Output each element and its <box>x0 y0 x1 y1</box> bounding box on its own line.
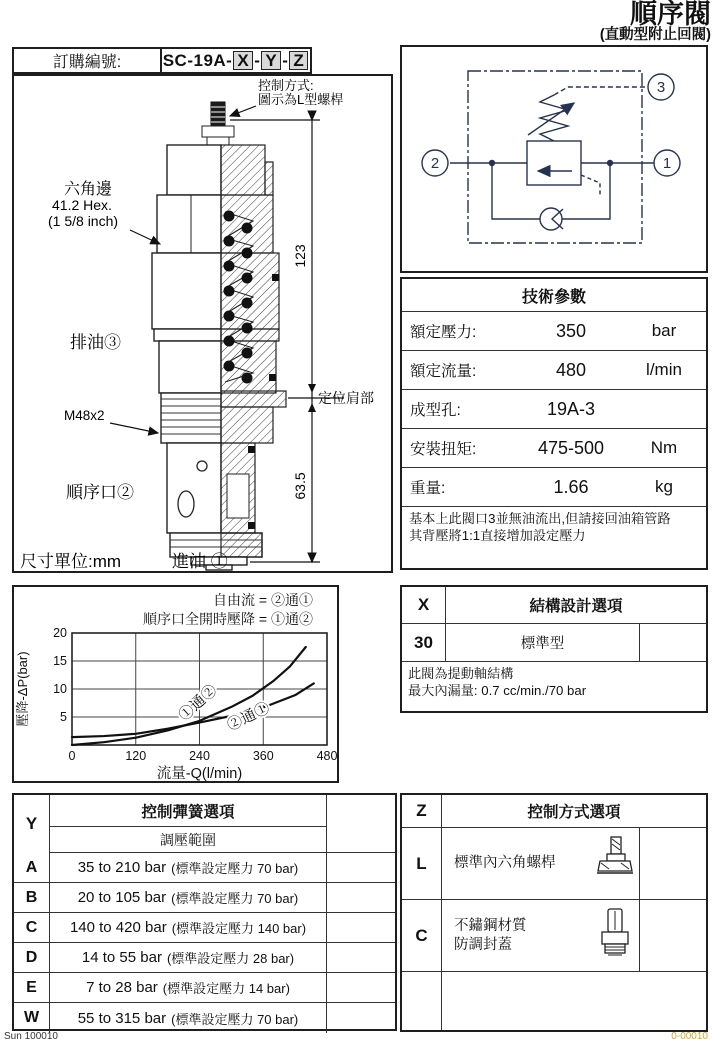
svg-text:15: 15 <box>53 654 67 668</box>
y-row-code: B <box>14 883 50 913</box>
table-row <box>402 468 706 507</box>
y-row-range: 7 to 28 bar <box>86 979 158 996</box>
circuit-symbol <box>402 47 706 271</box>
z-table-title: 控制方式選項 <box>442 795 706 828</box>
tech-value: 475-500 <box>537 437 605 458</box>
y-table-corner-cell <box>326 795 395 853</box>
control-note-line2: 圖示為L型螺桿 <box>258 92 344 107</box>
z-bottom-empty-letter-cell <box>402 972 442 1030</box>
adjust-screw-graphic <box>202 102 234 145</box>
y-row-std: (標準設定壓力 28 bar) <box>166 951 295 966</box>
x-row-code: 30 <box>402 624 446 662</box>
y-table-title: 控制彈簧選項 <box>50 795 326 827</box>
z-table-letter: Z <box>402 795 442 828</box>
y-row-empty-cell <box>326 973 395 1003</box>
x-table-title: 結構設計選項 <box>446 587 706 624</box>
svg-text:20: 20 <box>53 627 67 640</box>
control-note-line1: 控制方式: <box>258 78 314 93</box>
tech-unit: bar <box>651 321 677 340</box>
valve-cross-section-drawing <box>14 76 391 571</box>
page-title: 順序閥 <box>630 0 711 29</box>
svg-text:5: 5 <box>60 710 67 724</box>
x-note-line2: 最大內漏量: 0.7 cc/min./70 bar <box>408 683 587 699</box>
port3-label: 排油③ <box>70 333 121 352</box>
x-table-letter: X <box>402 587 446 624</box>
shoulder-label: 定位肩部 <box>318 390 374 406</box>
socket-screw-icon <box>595 835 635 892</box>
table-row <box>50 913 326 943</box>
table-row <box>50 883 326 913</box>
order-option-x: X <box>233 51 253 71</box>
svg-text:①通②: ①通② <box>175 681 221 725</box>
hex-label-line1: 六角邊 <box>64 181 113 198</box>
z-options-table <box>400 793 708 1032</box>
y-row-code: C <box>14 913 50 943</box>
order-code <box>162 49 310 72</box>
page-subtitle: (直動型附止回閥) <box>599 27 711 44</box>
z-row-empty-cell <box>640 828 706 900</box>
x-note-line1: 此閥為提動軸結構 <box>408 666 514 681</box>
y-row-std: (標準設定壓力 70 bar) <box>171 891 299 906</box>
chart-legend-line2: 順序口全開時壓降 = ①通② <box>143 610 313 627</box>
circuit-port-2: 2 <box>430 155 440 172</box>
y-row-empty-cell <box>326 943 395 973</box>
z-row2-desc-line1: 不鏽鋼材質 <box>454 918 527 935</box>
order-number-box <box>12 47 312 74</box>
tech-label: 安裝扭矩: <box>410 441 477 458</box>
hex-label-line2: 41.2 Hex. <box>52 197 112 213</box>
valve-drawing-box <box>12 74 393 573</box>
tech-label: 額定流量: <box>410 363 477 380</box>
tech-value: 480 <box>555 359 587 380</box>
hex-label-line3: (1 5/8 inch) <box>48 213 119 229</box>
y-row-empty-cell <box>326 883 395 913</box>
y-row-code: E <box>14 973 50 1003</box>
x-row-desc: 標準型 <box>446 624 640 662</box>
order-code-prefix: SC-19A- <box>162 50 233 70</box>
tech-note <box>402 507 706 547</box>
tech-value: 19A-3 <box>546 398 596 419</box>
table-row <box>50 943 326 973</box>
port2-label: 順序口② <box>66 483 134 502</box>
order-option-y: Y <box>261 51 281 71</box>
order-sep-1: - <box>254 50 261 70</box>
tech-unit: Nm <box>650 438 678 457</box>
z-row1-desc: 標準內六角螺桿 <box>454 855 556 872</box>
svg-text:240: 240 <box>189 749 210 763</box>
tech-value: 1.66 <box>553 476 589 497</box>
dim-123: 123 <box>292 244 308 268</box>
tech-unit: l/min <box>646 360 682 379</box>
z-row-code: L <box>402 828 442 900</box>
footer-code-right: 0-00010 <box>671 1031 708 1039</box>
order-number-label: 訂購編號: <box>14 49 162 72</box>
dim-63-5: 63.5 <box>292 472 308 500</box>
table-row <box>442 900 640 972</box>
y-table-letter: Y <box>14 795 50 853</box>
y-row-std: (標準設定壓力 70 bar) <box>171 861 299 876</box>
circuit-diagram-box <box>400 45 708 273</box>
z-bottom-empty-cell <box>442 972 706 1030</box>
tech-params-table <box>400 277 708 570</box>
table-row <box>50 1003 326 1033</box>
z-row2-desc <box>454 917 587 953</box>
performance-chart-box <box>12 585 339 783</box>
y-table-subtitle: 調壓範圍 <box>50 827 326 853</box>
flow-pressure-chart <box>14 627 337 783</box>
order-sep-2: - <box>282 50 289 70</box>
y-row-empty-cell <box>326 1003 395 1033</box>
footer-code-left: Sun 100010 <box>4 1031 58 1039</box>
tech-value: 350 <box>555 320 587 341</box>
y-options-table <box>12 793 397 1031</box>
table-row <box>402 312 706 351</box>
z-row-empty-cell <box>640 900 706 972</box>
y-row-empty-cell <box>326 853 395 883</box>
table-row <box>50 853 326 883</box>
svg-text:壓降-ΔP(bar): 壓降-ΔP(bar) <box>15 651 30 727</box>
y-row-range: 20 to 105 bar <box>77 889 167 906</box>
chart-legend <box>143 591 313 629</box>
y-row-range: 35 to 210 bar <box>77 859 167 876</box>
svg-text:流量-Q(l/min): 流量-Q(l/min) <box>156 766 243 782</box>
y-row-code: A <box>14 853 50 883</box>
y-row-code: W <box>14 1003 50 1033</box>
tamper-proof-cap-icon <box>595 907 635 964</box>
unit-label: 尺寸單位:mm <box>20 552 122 571</box>
circuit-port-3: 3 <box>656 79 666 96</box>
y-row-code: D <box>14 943 50 973</box>
svg-text:0: 0 <box>68 749 76 763</box>
svg-text:360: 360 <box>252 749 274 763</box>
table-row <box>402 429 706 468</box>
tech-unit: kg <box>655 477 673 496</box>
order-option-z: Z <box>289 51 308 71</box>
thread-label: M48x2 <box>64 408 105 423</box>
y-row-std: (標準設定壓力 140 bar) <box>171 921 307 936</box>
z-row2-desc-line2: 防調封蓋 <box>454 936 512 953</box>
tech-label: 重量: <box>410 480 446 497</box>
y-row-std: (標準設定壓力 70 bar) <box>171 1011 299 1027</box>
svg-text:②通①: ②通① <box>224 699 273 735</box>
table-row <box>50 973 326 1003</box>
port1-label: 進油 ① <box>172 552 228 571</box>
tech-params-title: 技術參數 <box>402 279 706 312</box>
tech-note-line2: 其背壓將1:1直接增加設定壓力 <box>409 528 586 544</box>
y-row-range: 140 to 420 bar <box>69 919 167 936</box>
tech-label: 成型孔: <box>410 402 461 419</box>
svg-text:120: 120 <box>125 749 147 763</box>
chart-legend-line1: 自由流 = ②通① <box>213 592 313 608</box>
svg-text:10: 10 <box>53 682 67 696</box>
svg-text:480: 480 <box>316 749 337 763</box>
table-row <box>442 828 640 900</box>
x-options-table <box>400 585 708 713</box>
table-row <box>402 351 706 390</box>
y-row-empty-cell <box>326 913 395 943</box>
tech-label: 額定壓力: <box>410 324 477 341</box>
x-table-note <box>402 662 706 711</box>
y-row-range: 55 to 315 bar <box>77 1009 167 1027</box>
title-block <box>600 0 711 44</box>
z-row-code: C <box>402 900 442 972</box>
y-row-std: (標準設定壓力 14 bar) <box>162 981 290 996</box>
x-row-empty-cell <box>640 624 706 662</box>
tech-note-line1: 基本上此閥口3並無油流出,但請接回油箱管路 <box>409 511 671 526</box>
y-row-range: 14 to 55 bar <box>81 949 162 966</box>
table-row <box>402 390 706 429</box>
circuit-port-1: 1 <box>662 155 672 172</box>
